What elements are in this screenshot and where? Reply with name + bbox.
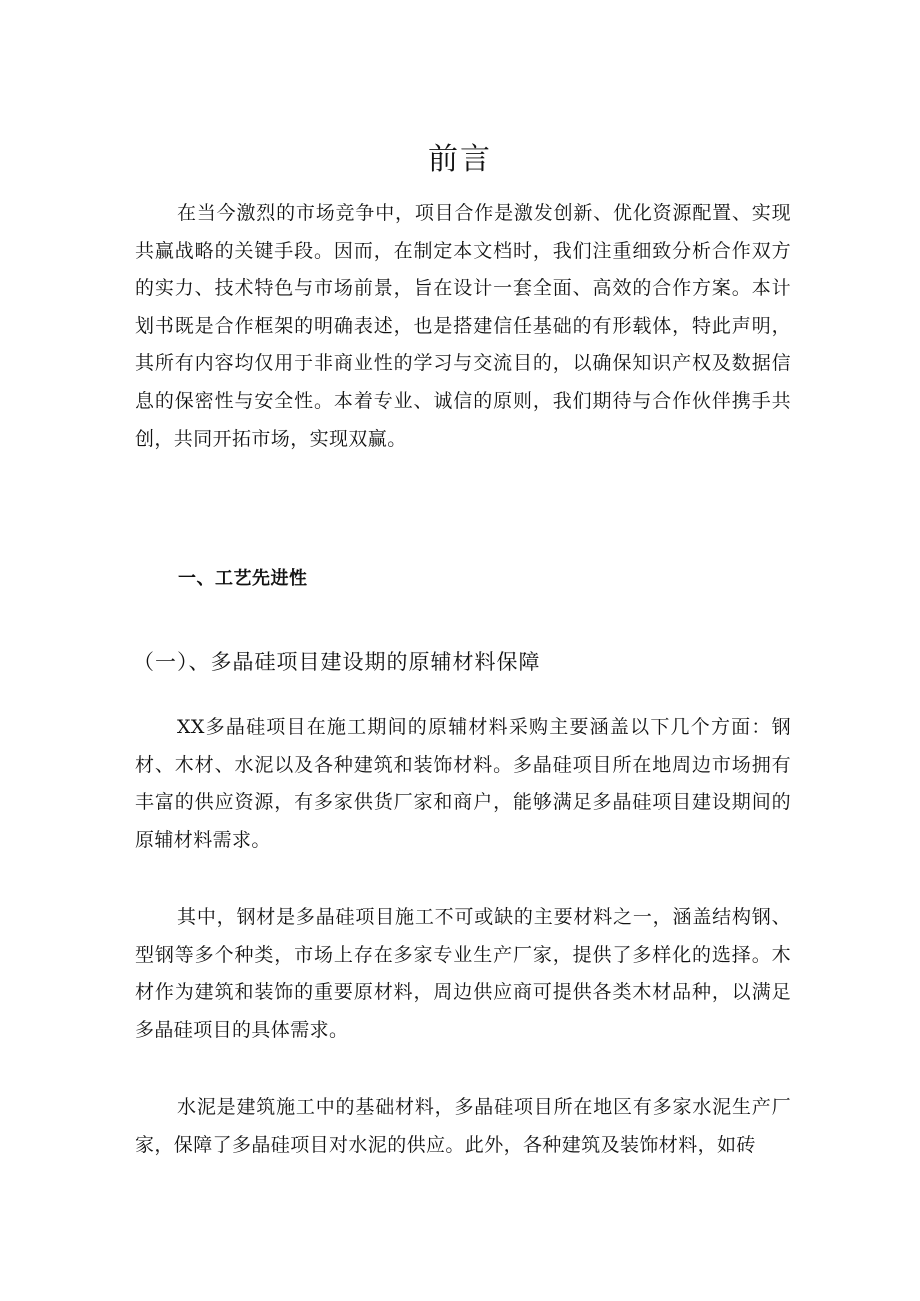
section-heading: 一、工艺先进性	[178, 568, 308, 589]
intro-paragraph: 在当今激烈的市场竞争中，项目合作是激发创新、优化资源配置、实现共赢战略的关键手段。因而，在制定本文档时，我们注重细致分析合作双方的实力、技术特色与市场前景，旨在设计一套全面、高效的合作方案。本计划书既是合作框架的明确表述，也是搭建信任基础的有形载体，特此声明，其所有内容均仅用于非商业性的学习与交流目的，以确保知识产权及数据信息的保密性与安全性。本着专业、诚信的原则，我们期待与合作伙伴携手共创，共同开拓市场，实现双赢。	[135, 202, 791, 450]
subsection-heading: （一）、多晶硅项目建设期的原辅材料保障	[133, 650, 541, 674]
body-paragraph: XX多晶硅项目在施工期间的原辅材料采购主要涵盖以下几个方面：钢材、木材、水泥以及各种建筑和装饰材料。多晶硅项目所在地周边市场拥有丰富的供应资源，有多家供货厂家和商户，能够满足多晶硅项目建设期间的原辅材料需求。	[135, 716, 791, 851]
body-paragraph: 水泥是建筑施工中的基础材料，多晶硅项目所在地区有多家水泥生产厂家，保障了多晶硅项目对水泥的供应。此外，各种建筑及装饰材料，如砖	[135, 1096, 791, 1156]
body-paragraph: 其中，钢材是多晶硅项目施工不可或缺的主要材料之一，涵盖结构钢、型钢等多个种类，市场上存在多家专业生产厂家，提供了多样化的选择。木材作为建筑和装饰的重要原材料，周边供应商可提供各类木材品种，以满足多晶硅项目的具体需求。	[135, 906, 791, 1041]
page-title: 前言	[428, 142, 492, 178]
